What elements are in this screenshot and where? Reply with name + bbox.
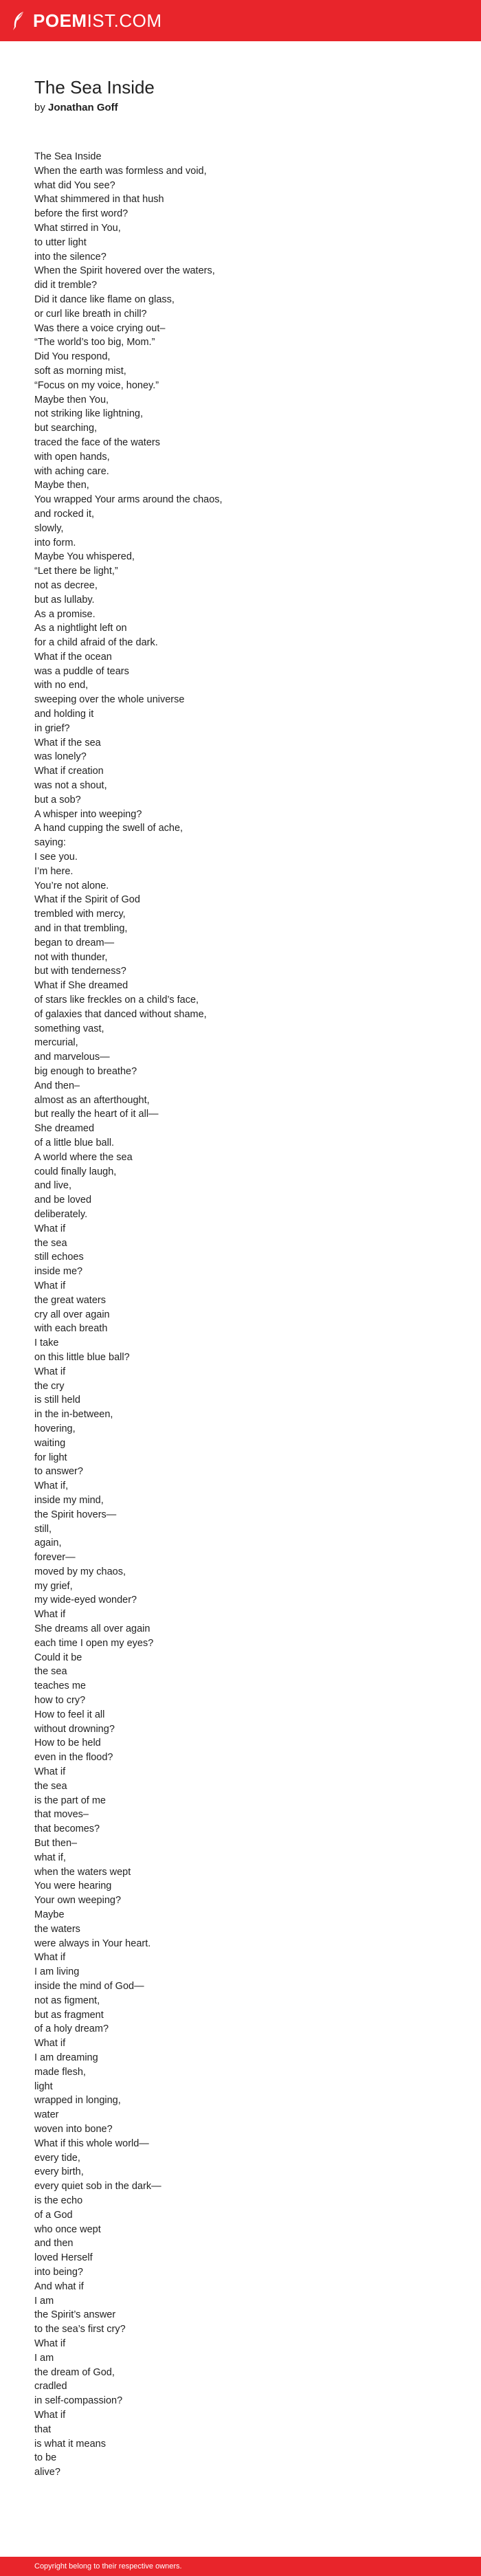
poem-line: to the sea’s first cry?: [34, 2324, 126, 2335]
poem-line: my wide-eyed wonder?: [34, 1595, 137, 1606]
poem-line: A hand cupping the swell of ache,: [34, 823, 183, 834]
poem-line: how to cry?: [34, 1695, 86, 1707]
poem-line: What if: [34, 2338, 66, 2349]
poem-line: As a promise.: [34, 608, 96, 620]
poem-line: How to feel it all: [34, 1709, 105, 1720]
poem-line: and then: [34, 2238, 74, 2250]
poem-line: And then–: [34, 1080, 80, 1091]
poem-line: soft as morning mist,: [34, 365, 126, 377]
poem-line: forever—: [34, 1552, 76, 1564]
poem-line: the great waters: [34, 1294, 106, 1306]
poem-line: What if the ocean: [34, 651, 112, 663]
poem-line: What if: [34, 1280, 66, 1291]
poem-line: that moves–: [34, 1809, 89, 1821]
poem-line: with each breath: [34, 1323, 108, 1335]
poem-line: and holding it: [34, 709, 94, 720]
poem-line: What if this whole world—: [34, 2138, 149, 2149]
poem-line: When the Spirit hovered over the waters,: [34, 265, 215, 277]
poem-line: the Spirit hovers—: [34, 1509, 117, 1520]
poem-line: when the waters wept: [34, 1866, 131, 1878]
poem-line: The Sea Inside: [34, 151, 102, 162]
poem-line: What shimmered in that hush: [34, 194, 164, 206]
poem-line: waiting: [34, 1437, 66, 1449]
poem-line: As a nightlight left on: [34, 623, 127, 634]
poem-line: with open hands,: [34, 451, 110, 463]
poem-line: is still held: [34, 1395, 80, 1406]
poem-line: the sea: [34, 1666, 67, 1678]
poem-line: She dreams all over again: [34, 1623, 150, 1635]
copyright-notice: Copyright belong to their respective owners.: [34, 2562, 182, 2571]
poem-line: every birth,: [34, 2166, 84, 2178]
footer-bar: [0, 2557, 481, 2576]
poem-line: and be loved: [34, 1195, 92, 1206]
poem-line: Maybe: [34, 1909, 65, 1921]
byline-prefix: by: [34, 102, 45, 113]
poem-line: with no end,: [34, 680, 89, 691]
poem-line: the dream of God,: [34, 2366, 115, 2378]
poem-line: sweeping over the whole universe: [34, 694, 185, 706]
poem-line: but a sob?: [34, 794, 81, 806]
poem-line: made flesh,: [34, 2066, 86, 2078]
poem-line: to answer?: [34, 1466, 83, 1478]
poem-line: every tide,: [34, 2152, 80, 2164]
poem-line: What if creation: [34, 766, 104, 777]
poem-line: big enough to breathe?: [34, 1066, 137, 1077]
poem-line: What if She dreamed: [34, 980, 128, 992]
poem-line: were always in Your heart.: [34, 1937, 151, 1949]
poem-line: what if,: [34, 1852, 66, 1863]
poem-line: is what it means: [34, 2438, 106, 2450]
poem-line: What if: [34, 1766, 66, 1778]
poem-line: each time I open my eyes?: [34, 1637, 154, 1649]
poem-line: What if,: [34, 1480, 69, 1492]
poem-line: Did it dance like flame on glass,: [34, 293, 175, 305]
poem-line: I am dreaming: [34, 2052, 98, 2063]
poem-line: hovering,: [34, 1423, 76, 1434]
top-nav-bar: [0, 0, 481, 41]
poem-line: What stirred in You,: [34, 222, 121, 234]
poem-line: even in the flood?: [34, 1752, 113, 1764]
poem-line: Was there a voice crying out–: [34, 322, 166, 334]
poem-line: could finally laugh,: [34, 1166, 117, 1177]
quill-pen-icon: [7, 9, 30, 32]
poem-line: I take: [34, 1337, 59, 1349]
poem-line: Maybe then,: [34, 480, 89, 491]
poem-line: but as lullaby.: [34, 594, 95, 606]
poem-line: the waters: [34, 1923, 80, 1935]
poem-line: What if: [34, 2409, 66, 2421]
poem-line: to utter light: [34, 236, 87, 248]
poem-line: is the echo: [34, 2195, 83, 2206]
poem-line: I see you.: [34, 852, 78, 863]
poem-line: What if: [34, 1366, 66, 1377]
poem-line: When the earth was formless and void,: [34, 165, 207, 177]
poem-line: almost as an afterthought,: [34, 1094, 150, 1106]
poem-line: who once wept: [34, 2223, 101, 2235]
poem-body: [34, 150, 447, 2480]
poem-line: You wrapped Your arms around the chaos,: [34, 494, 223, 506]
poem-line: not as figment,: [34, 1995, 100, 2006]
site-logo-text: POEMIST.COM: [33, 10, 162, 31]
poem-line: wrapped in longing,: [34, 2095, 121, 2107]
poem-line: deliberately.: [34, 1208, 88, 1220]
poem-line: what did You see?: [34, 179, 115, 191]
poem-line: alive?: [34, 2467, 60, 2478]
poem-line: mercurial,: [34, 1037, 78, 1049]
poem-line: the Spirit’s answer: [34, 2309, 116, 2321]
poem-line: A whisper into weeping?: [34, 808, 142, 820]
poem-line: for a child afraid of the dark.: [34, 637, 158, 649]
poem-line: for light: [34, 1452, 67, 1463]
poem-line: was lonely?: [34, 751, 87, 763]
poem-line: A world where the sea: [34, 1151, 133, 1163]
poem-line: but with tenderness?: [34, 966, 126, 977]
poem-line: to be: [34, 2452, 57, 2464]
poem-line: saying:: [34, 837, 66, 849]
poem-line: loved Herself: [34, 2252, 93, 2264]
poem-line: She dreamed: [34, 1123, 95, 1135]
poem-line: You were hearing: [34, 1880, 112, 1892]
poem-line: not striking like lightning,: [34, 408, 143, 420]
poem-line: teaches me: [34, 1680, 86, 1692]
poem-line: not as decree,: [34, 579, 98, 591]
poem-line: Your own weeping?: [34, 1895, 122, 1907]
poem-line: of galaxies that danced without shame,: [34, 1008, 207, 1020]
poem-line: that: [34, 2423, 52, 2435]
poem-line: of a little blue ball.: [34, 1137, 115, 1148]
poem-line: trembled with mercy,: [34, 909, 126, 920]
poem-line: every quiet sob in the dark—: [34, 2181, 161, 2192]
poem-line: Could it be: [34, 1652, 82, 1663]
poem-line: “Focus on my voice, honey.”: [34, 379, 159, 391]
poem-line: something vast,: [34, 1023, 104, 1034]
poem-line: was not a shout,: [34, 780, 107, 792]
poem-line: of stars like freckles on a child’s face,: [34, 995, 199, 1006]
poem-line: but really the heart of it all—: [34, 1109, 159, 1120]
poem-line: into the silence?: [34, 251, 107, 263]
poem-line: of a holy dream?: [34, 2023, 109, 2035]
poem-line: What if: [34, 2038, 66, 2050]
poem-line: And what if: [34, 2280, 84, 2292]
poem-line: How to be held: [34, 1737, 101, 1749]
poem-line: cradled: [34, 2381, 67, 2392]
poem-byline: [34, 100, 447, 115]
poem-line: began to dream—: [34, 937, 115, 948]
poem-line: What if: [34, 1952, 66, 1964]
poem-line: but as fragment: [34, 2009, 104, 2021]
poem-line: and in that trembling,: [34, 923, 128, 935]
poem-line: of a God: [34, 2209, 73, 2221]
poem-line: I am: [34, 2352, 54, 2364]
poem-line: inside me?: [34, 1266, 83, 1278]
poem-line: still,: [34, 1523, 52, 1535]
poem-line: on this little blue ball?: [34, 1351, 130, 1363]
poem-line: the cry: [34, 1380, 65, 1392]
poem-line: “The world’s too big, Mom.”: [34, 337, 155, 348]
poem-line: I am: [34, 2295, 54, 2307]
poem-line: with aching care.: [34, 465, 109, 477]
poem-line: inside the mind of God—: [34, 1981, 144, 1992]
poem-line: without drowning?: [34, 1723, 115, 1735]
poem-line: What if the Spirit of God: [34, 894, 140, 906]
poem-line: was a puddle of tears: [34, 665, 129, 677]
poem-line: my grief,: [34, 1580, 73, 1592]
poem-line: still echoes: [34, 1252, 84, 1263]
poem-line: and rocked it,: [34, 508, 95, 520]
poem-line: woven into bone?: [34, 2123, 113, 2135]
poem-header: [34, 76, 447, 115]
poem-line: the sea: [34, 1780, 67, 1792]
poem-line: But then–: [34, 1838, 78, 1850]
author-link[interactable]: Jonathan Goff: [48, 102, 118, 113]
poem-line: in self-compassion?: [34, 2395, 123, 2407]
poem-line: or curl like breath in chill?: [34, 308, 147, 320]
poem-line: water: [34, 2109, 59, 2121]
poem-title: The Sea Inside: [34, 77, 155, 98]
poem-line: but searching,: [34, 423, 98, 434]
poem-line: into form.: [34, 537, 76, 548]
poem-line: into being?: [34, 2266, 83, 2278]
poem-line: before the first word?: [34, 208, 128, 220]
poem-line: slowly,: [34, 522, 64, 534]
poem-line: I am living: [34, 1966, 80, 1978]
poem-line: the sea: [34, 1237, 67, 1249]
poem-line: cry all over again: [34, 1309, 110, 1320]
poem-line: Maybe then You,: [34, 394, 109, 406]
poem-line: Did You respond,: [34, 351, 111, 363]
poem-line: and marvelous—: [34, 1052, 110, 1063]
poem-line: not with thunder,: [34, 951, 108, 963]
poem-line: in grief?: [34, 722, 70, 734]
poem-line: is the part of me: [34, 1795, 106, 1806]
poem-line: “Let there be light,”: [34, 566, 118, 577]
poem-line: What if: [34, 1223, 66, 1234]
poem-line: What if the sea: [34, 737, 101, 748]
poem-line: that becomes?: [34, 1823, 100, 1835]
poem-line: again,: [34, 1537, 62, 1549]
poem-line: What if: [34, 1609, 66, 1621]
poem-line: did it tremble?: [34, 280, 98, 291]
poem-line: You’re not alone.: [34, 880, 109, 891]
poem-line: and live,: [34, 1180, 72, 1192]
poem-line: in the in-between,: [34, 1409, 113, 1421]
poem-line: inside my mind,: [34, 1494, 104, 1506]
site-logo[interactable]: [7, 9, 162, 32]
poem-line: moved by my chaos,: [34, 1566, 126, 1577]
poem-line: traced the face of the waters: [34, 436, 160, 448]
poem-line: light: [34, 2080, 53, 2092]
poem-line: I’m here.: [34, 865, 74, 877]
poem-line: Maybe You whispered,: [34, 551, 135, 563]
